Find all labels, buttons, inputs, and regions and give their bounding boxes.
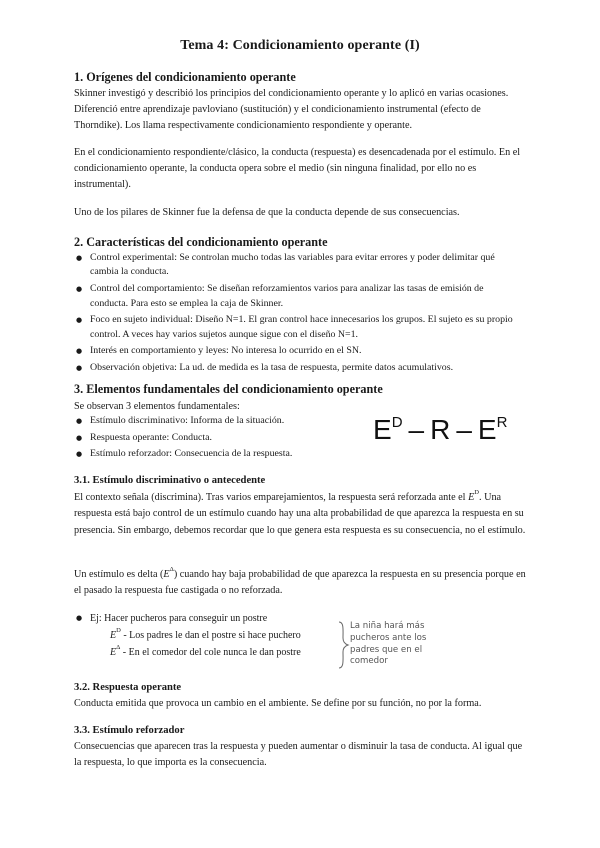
list-item: ● Estímulo discriminativo: Informa de la situación. — [74, 414, 344, 428]
page-title: Tema 4: Condicionamiento operante (I) — [180, 38, 420, 53]
formula-e-discriminative: E — [373, 414, 392, 445]
section-3-1-paragraph-2: Un estímulo es delta $(E^\Delta)$ cuando hay baja probabilidad de que aparezca la respuesta en su presencia porque en el pasado la respuesta fue castigada o no reforzada. — [74, 566, 526, 596]
e-delta-symbol: $E^\Delta$ — [163, 566, 174, 580]
section-3-2-paragraph: Conducta emitida que provoca un cambio en el ambiente. Se define por su función, no por la forma. — [74, 698, 482, 709]
bullet-icon: ● — [76, 614, 83, 622]
section-1-heading: 1. Orígenes del condicionamiento operante — [74, 70, 296, 84]
e-discriminative-symbol: $E^D$ — [468, 489, 479, 503]
section-1-paragraph-3: Uno de los pilares de Skinner fue la defensa de que la conducta depende de sus consecuencias. — [74, 207, 460, 218]
elements-list — [74, 414, 344, 464]
section-3-3-paragraph: Consecuencias que aparecen tras la respuesta y pueden aumentar o disminuir la tasa de conducta. Al igual que la respuesta, lo que importa es la consecuencia. — [74, 741, 523, 768]
list-item: ● Control del comportamiento: Se diseñan reforzamientos varios para analizar las tasas de emisión de conducta. Para esto se emplea la caja de Skinner. — [74, 282, 524, 311]
list-item: ● Respuesta operante: Conducta. — [74, 431, 344, 445]
example-block — [74, 610, 344, 661]
section-3-intro: Se observan 3 elementos fundamentales: — [74, 401, 240, 412]
list-item: ● Interés en comportamiento y leyes: No interesa lo ocurrido en el SN. — [74, 344, 524, 358]
three-term-formula — [373, 410, 525, 450]
section-3-heading: 3. Elementos fundamentales del condicionamiento operante — [74, 382, 383, 396]
list-item: ● Foco en sujeto individual: Diseño N=1. El gran control hace innecesarios los grupos. El sujeto es su propio control. A veces hay varios sujetos aunque sigue con el diseño N=1. — [74, 313, 524, 342]
section-3-1-paragraph-1: El contexto señala (discrimina). Tras varios emparejamientos, la respuesta será reforzada ante el $E^D$. Una respuesta está bajo control de un estímulo cuando hay una alta probabilidad de que aparezca la respuesta en su presencia. Sin embargo, debemos recordar que lo que genera esta respuesta es su consecuencia, no el estímulo. — [74, 489, 526, 536]
formula-dash: – — [456, 414, 472, 445]
section-3-3-heading: 3.3. Estímulo reforzador — [74, 725, 185, 736]
section-3-1-heading: 3.1. Estímulo discriminativo o antecedente — [74, 475, 266, 486]
example-line-3: $E^\Delta$ - En el comedor del cole nunca le dan postre — [110, 644, 301, 658]
formula-sup-d: D — [391, 414, 403, 431]
section-3-2-heading: 3.2. Respuesta operante — [74, 682, 182, 693]
curly-brace-icon — [336, 620, 350, 670]
example-line-1: ● Ej: Hacer pucheros para conseguir un postre — [74, 610, 344, 627]
characteristics-list — [74, 251, 524, 378]
handwritten-note: La niña hará más pucheros ante los padres que en el comedor — [350, 621, 427, 667]
formula-r: R — [430, 414, 451, 445]
list-item: ● Control experimental: Se controlan mucho todas las variables para evitar errores y poder delimitar qué cambia la conducta. — [74, 251, 524, 280]
section-1-paragraph-2: En el condicionamiento respondiente/clásico, la conducta (respuesta) es desencadenada por el estímulo. En el condicionamiento operante, la conducta opera sobre el medio (sin ninguna finalidad, por ello no es instrumental). — [74, 147, 521, 190]
list-item: ● Estímulo reforzador: Consecuencia de la respuesta. — [74, 447, 344, 461]
list-item: ● Observación objetiva: La ud. de medida es la tasa de respuesta, permite datos acumulativos. — [74, 361, 524, 375]
formula-dash: – — [408, 414, 425, 445]
example-line-2: $E^D$ - Los padres le dan el postre si hace puchero — [110, 627, 301, 641]
section-1-paragraph-1: Skinner investigó y describió los principios del condicionamiento operante y lo aplicó en varias ocasiones. Diferenció entre aprendizaje pavloviano (sustitución) y el condicionamiento instrumental (efecto de Thorndike). Los llama respectivamente condicionamiento respondiente y operante. — [74, 88, 509, 131]
e-discriminative-symbol: $E^D$ — [110, 627, 121, 641]
section-2-heading: 2. Características del condicionamiento operante — [74, 235, 328, 249]
formula-e-reinforcer: E — [477, 414, 497, 445]
e-delta-symbol: $E^\Delta$ — [110, 644, 121, 658]
formula-sup-r: R — [496, 414, 508, 431]
